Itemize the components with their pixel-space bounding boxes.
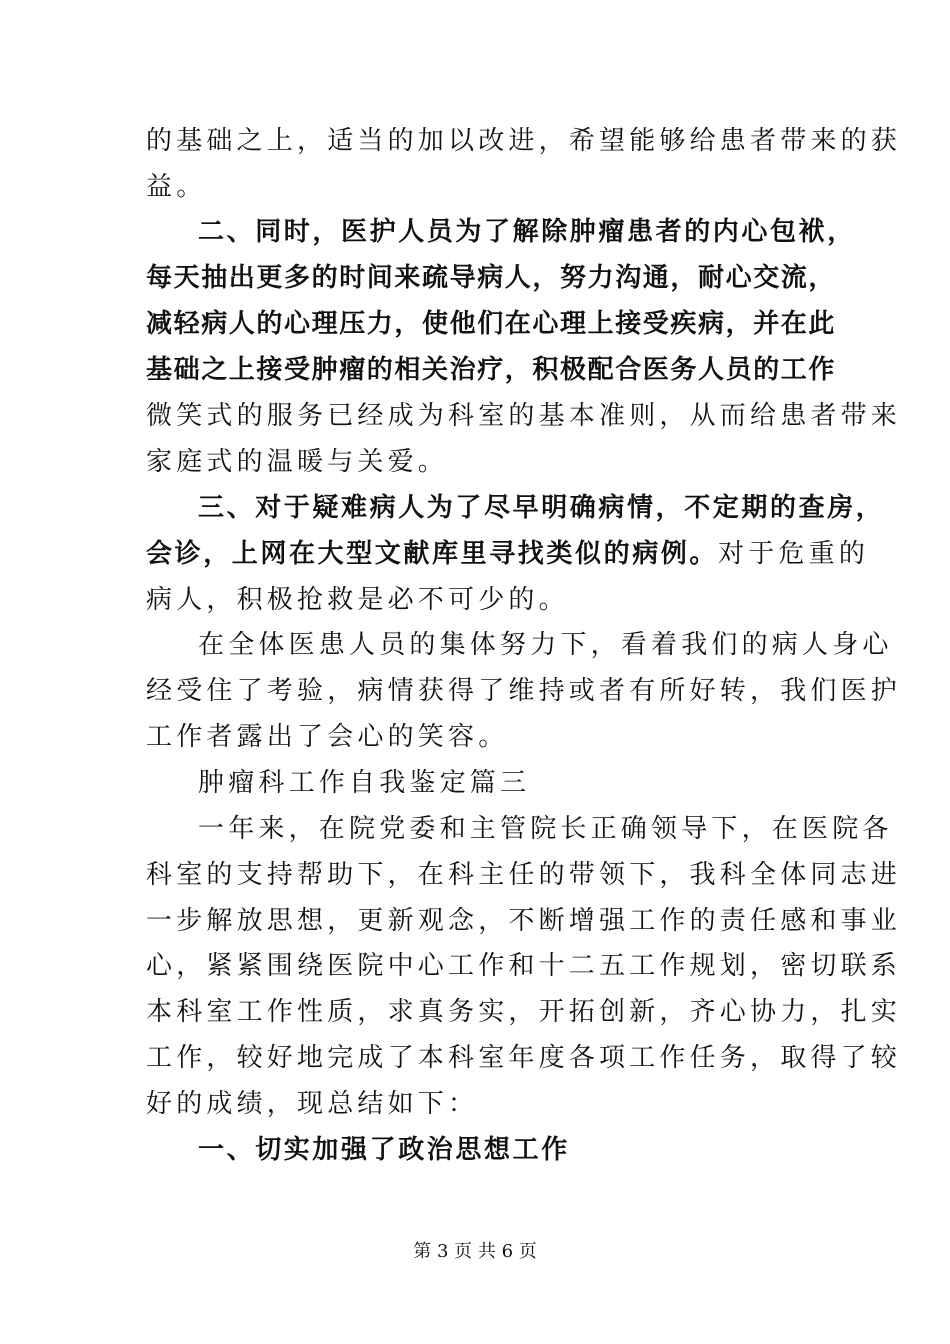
text-line: 家庭式的温暖与关爱。 bbox=[146, 447, 449, 477]
text-line: 一步解放思想，更新观念，不断增强工作的责任感和事业 bbox=[146, 906, 902, 936]
page-number-footer: 第 3 页 共 6 页 bbox=[413, 1241, 537, 1262]
text-line: 工作，较好地完成了本科室年度各项工作任务，取得了较 bbox=[146, 1043, 902, 1073]
section-heading-2-line: 减轻病人的心理压力，使他们在心理上接受疾病，并在此 bbox=[146, 309, 837, 339]
text-line: 工作者露出了会心的笑容。 bbox=[146, 722, 509, 752]
text-line: 微笑式的服务已经成为科室的基本准则，从而给患者带来 bbox=[146, 401, 902, 431]
text-line: 的基础之上，适当的加以改进，希望能够给患者带来的获 bbox=[146, 126, 902, 156]
text-line: 好的成绩，现总结如下： bbox=[146, 1089, 479, 1119]
text-line: 病人，积极抢救是必不可少的。 bbox=[146, 585, 569, 615]
text-line: 科室的支持帮助下，在科主任的带领下，我科全体同志进 bbox=[146, 860, 902, 890]
section-heading-2-line: 二、同时，医护人员为了解除肿瘤患者的内心包袱， bbox=[198, 217, 856, 247]
subtitle-line: 肿瘤科工作自我鉴定篇三 bbox=[198, 768, 531, 798]
text-line: 经受住了考验，病情获得了维持或者有所好转，我们医护 bbox=[146, 676, 902, 706]
text-line: 益。 bbox=[146, 172, 207, 202]
section-heading-2-line: 每天抽出更多的时间来疏导病人，努力沟通，耐心交流， bbox=[146, 263, 837, 293]
normal-text-segment: 对于危重的 bbox=[718, 539, 870, 569]
text-line: 本科室工作性质，求真务实，开拓创新，齐心协力，扎实 bbox=[146, 997, 902, 1027]
bold-text-segment: 会诊，上网在大型文献库里寻找类似的病例。 bbox=[146, 539, 719, 569]
section-heading-3-line: 三、对于疑难病人为了尽早明确病情，不定期的查房， bbox=[198, 493, 885, 523]
text-line: 心，紧紧围绕医院中心工作和十二五工作规划，密切联系 bbox=[146, 951, 902, 981]
mixed-text-line bbox=[146, 531, 870, 577]
paragraph-first-line: 在全体医患人员的集体努力下，看着我们的病人身心 bbox=[198, 630, 893, 660]
section-heading-line: 一、切实加强了政治思想工作 bbox=[198, 1135, 570, 1165]
section-heading-2-line: 基础之上接受肿瘤的相关治疗，积极配合医务人员的工作 bbox=[146, 355, 837, 385]
paragraph-first-line: 一年来，在院党委和主管院长正确领导下，在医院各 bbox=[198, 814, 893, 844]
